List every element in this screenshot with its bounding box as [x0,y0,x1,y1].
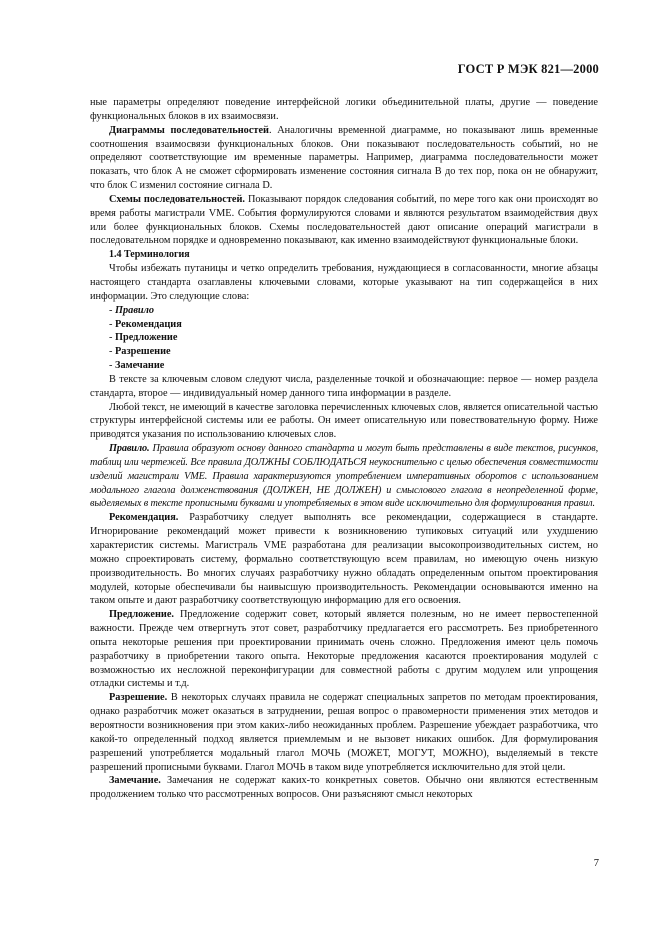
list-dash: - [109,346,116,358]
text-sequence-diagrams: . Аналогичны временной диаграмме, но показывают лишь временные соотношения взаимосвязи функциональных блоков. Они показывают последовательность событий, но не определяют соответствующие им временные параметры. Например, диаграмма последовательности может показать, что блок А не сможет сформировать изменение состояния сигнала В до тех пор, пока он не обнаружит, что блок С изменил состояние сигнала D. [90,124,599,192]
term-proposal: Предложение. [109,609,174,621]
keyword-label: Разрешение [115,346,171,358]
page-body [90,96,598,802]
text-rule: Правила образуют основу данного стандарта и могут быть представлены в виде текстов, рисунков, таблиц или чертежей. Все правила ДОЛЖНЫ СОБЛЮДАТЬСЯ неукоснительно с целью обеспечения совместимости изделий магистрали VME. Правила характеризуются употреблением императивных оборотов с использованием модального глагола долженствования (ДОЛЖЕН, НЕ ДОЛЖЕН) и смыслового глагола в неопределенной форме, выделяемых в тексте прописными буквами и употребляемых в этом виде исключительно для формулирования правил. [90,443,598,510]
paragraph-recommendation [90,511,598,608]
paragraph-descriptive-text: Любой текст, не имеющий в качестве заголовка перечисленных ключевых слов, является описательной частью структуры интерфейсной системы или ее работы. Он имеет описательную или повествовательную форму. Ниже приводятся указания по использованию ключевых слов. [90,401,598,441]
text-proposal: Предложение содержит совет, который является полезным, но не имеет первостепенной важности. Прежде чем отвергнуть этот совет, разработчику предлагается его рассмотреть. Без приобретенного опыта некоторые решения при проектировании принимать очень сложно. Предложения имеют цель помочь разработчику в приобретении такого опыта. Некоторые предложения касаются проектирования модулей с возможностью их несложной переконфигурации для совместной работы с другим модулем или упрощения отладки системы и т.д. [90,609,598,690]
text-recommendation: Разработчику следует выполнять все рекомендации, содержащиеся в стандарте. Игнорирование рекомендаций может привести к возникновению тупиковых ситуаций или ухудшению характеристик системы. Магистраль VME разработана для реализации высокопроизводительных систем, но можно спроектировать систему, формально соответствующую всем правилам, но имеющую очень низкую производительность. Во многих случаях разработчику нужно обладать определенным опытом проектирования модулей, которые обеспечивали бы наивысшую производительность. Рекомендации основываются именно на таком опыте и дают разработчику соответствующую информацию для его освоения. [90,512,598,607]
term-recommendation: Рекомендация. [109,512,179,524]
keyword-label: Правило [115,304,155,316]
keyword-list [90,304,598,373]
keyword-label: Предложение [115,332,178,344]
list-dash: - [109,360,116,372]
term-permission: Разрешение. [109,692,168,704]
term-sequence-schemes: Схемы последовательностей. [109,193,245,205]
text-permission: В некоторых случаях правила не содержат специальных запретов по методам проектирования, однако разработчик может оказаться в затруднении, решая вопрос о правомерности применения этих методов и вероятности возникновения при этом каких-либо неожиданных проблем. Разрешение убеждает разработчика, что какой-то определенный подход является приемлемым и не вызовет никаких ошибок. Для формулирования разрешений употребляется модальный глагол МОЧЬ (МОЖЕТ, МОГУТ, МОЖНО), выделяемый в тексте разрешений прописными буквами. Глагол МОЧЬ в таком виде употребляется исключительно для этой цели. [90,692,598,773]
paragraph-rule [90,442,598,511]
keyword-label: Замечание [115,360,165,372]
paragraph-note [90,774,598,802]
keyword-label: Рекомендация [115,318,182,330]
paragraph-continuation: ные параметры определяют поведение интерфейсной логики объединительной платы, другие — поведение функциональных блоков в их взаимосвязи. [90,97,598,122]
document-header: ГОСТ Р МЭК 821—2000 [457,62,599,76]
list-item [90,359,598,373]
paragraph-proposal [90,608,598,691]
page-number: 7 [593,858,599,869]
section-heading: 1.4 Терминология [109,249,190,261]
list-dash: - [109,304,116,316]
list-item [90,345,598,359]
paragraph-sequence-diagrams [90,124,598,193]
term-note: Замечание. [109,775,161,787]
list-item [90,304,598,318]
list-dash: - [109,332,116,344]
paragraph-sequence-schemes [90,193,598,248]
term-rule: Правило. [109,443,150,455]
paragraph-numbering: В тексте за ключевым словом следуют числа, разделенные точкой и обозначающие: первое — номер раздела стандарта, второе — индивидуальный номер данного типа информации в разделе. [90,373,598,399]
text-note: Замечания не содержат каких-то конкретных советов. Обычно они являются естественным продолжением только что рассмотренных вопросов. Они разъясняют смысл некоторых [90,775,598,801]
list-item [90,331,598,345]
paragraph-terminology-intro: Чтобы избежать путаницы и четко определить требования, нуждающиеся в согласованности, многие абзацы настоящего стандарта озаглавлены ключевыми словами, которые указывают на тип содержащейся в них информации. Это следующие слова: [90,263,598,302]
list-dash: - [109,318,116,330]
list-item [90,318,598,332]
paragraph-permission [90,691,598,774]
term-sequence-diagrams: Диаграммы последовательностей [109,124,269,136]
text-sequence-schemes: Показывают порядок следования событий, по мере того как они происходят во время работы магистрали VME. События формулируются словами и являются результатом взаимодействия двух или более функциональных блоков. Схемы последовательностей дают описание операций магистрали в последовательном порядке и одновременно показывают, как именно взаимодействуют функциональные блоки. [90,193,598,247]
